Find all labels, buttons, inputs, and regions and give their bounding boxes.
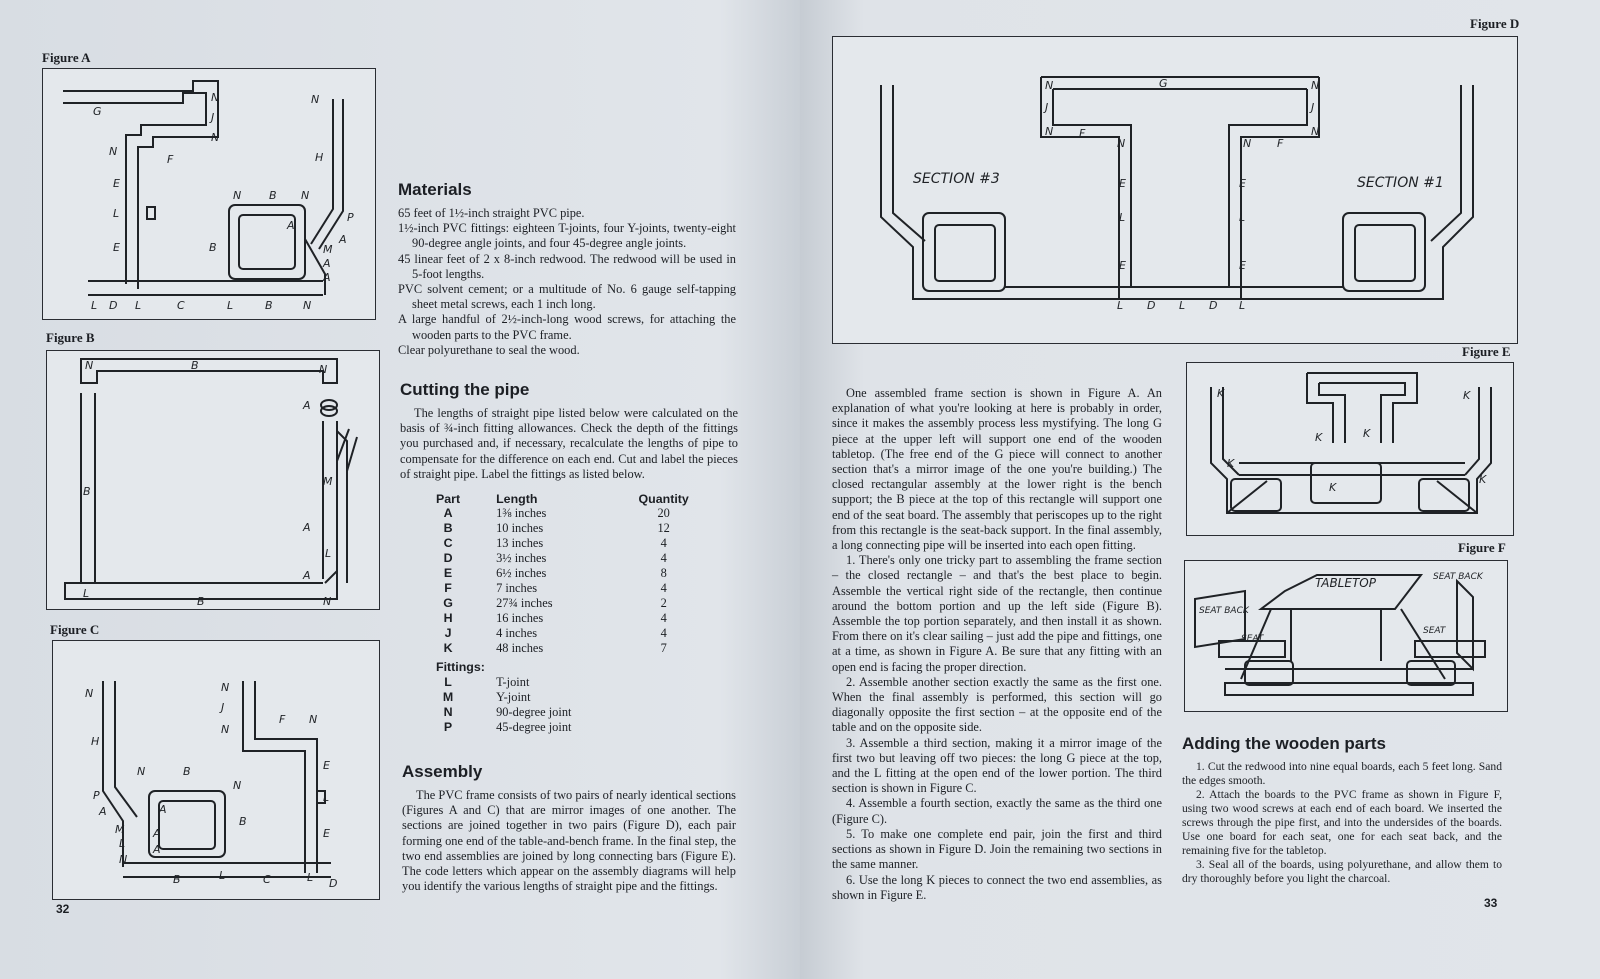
figure-f-diagram: [1184, 560, 1508, 712]
materials-section: [398, 180, 736, 358]
svg-text:A: A: [153, 827, 161, 840]
table-row: L T-joint: [444, 675, 530, 690]
svg-text:B: B: [265, 299, 273, 312]
svg-text:N: N: [85, 359, 94, 372]
svg-text:A: A: [323, 271, 331, 284]
svg-text:M: M: [323, 475, 333, 488]
table-row: N 90-degree joint: [443, 705, 572, 720]
wooden-parts-heading: Adding the wooden parts: [1182, 734, 1386, 753]
svg-text:K: K: [1315, 431, 1323, 444]
svg-text:N: N: [1117, 137, 1126, 150]
svg-text:E: E: [1239, 177, 1246, 190]
col-part-header: Part: [436, 492, 461, 507]
materials-item: Clear polyurethane to seal the wood.: [398, 342, 580, 357]
svg-text:B: B: [183, 765, 191, 778]
svg-text:N: N: [319, 363, 328, 376]
figure-b-label: Figure B: [46, 330, 95, 345]
svg-text:D: D: [109, 299, 118, 312]
step-paragraph: 4. Assemble a fourth section, exactly the same as the third one (Figure C).: [832, 796, 1162, 826]
cutting-text: The lengths of straight pipe listed below were calculated on the basis of ¾-inch fitting allowances. Check the depth of the fittings you purchased and, if necessary, recalculate the lengths of pipe to compensate for the difference on each end. Cut and label the pieces of straight pipe. Label the fittings as listed below.: [400, 406, 738, 481]
svg-text:N: N: [221, 681, 230, 694]
svg-text:L: L: [1239, 211, 1246, 224]
materials-item: A large handful of 2½-inch-long wood screws, for attaching the wooden parts to the PVC frame.: [398, 312, 736, 342]
svg-text:N: N: [301, 189, 310, 202]
svg-text:J: J: [1311, 101, 1315, 114]
step-paragraph: 5. To make one complete end pair, join the first and third sections as shown in Figure D. Join the remaining two sections in the same manner.: [832, 826, 1162, 872]
svg-text:B: B: [191, 359, 199, 372]
svg-text:J: J: [221, 701, 225, 714]
svg-text:L: L: [119, 837, 126, 850]
svg-text:L: L: [325, 547, 332, 560]
materials-heading: Materials: [398, 180, 472, 199]
seat-label-left: SEAT: [1241, 634, 1264, 644]
svg-text:A: A: [303, 521, 311, 534]
svg-text:N: N: [1243, 137, 1252, 150]
wood-step: 2. Attach the boards to the PVC frame as shown in Figure F, using two wood screws at each end of each board. We inserted the screws through the pipe first, and into the undersides of the boards. Use one board for each seat, one for each seat back, and the remaining five for the tabletop.: [1182, 788, 1502, 857]
svg-text:N: N: [211, 91, 220, 104]
figure-b-diagram: [46, 350, 380, 610]
figure-c-diagram: [52, 640, 380, 900]
figure-a-label: Figure A: [42, 50, 91, 65]
svg-text:A: A: [339, 233, 347, 246]
table-row: G 27¾ inches 2: [443, 596, 667, 611]
svg-text:N: N: [1311, 79, 1320, 92]
svg-text:E: E: [1239, 259, 1246, 272]
svg-text:N: N: [221, 723, 230, 736]
svg-text:H: H: [315, 151, 324, 164]
section3-label: SECTION #3: [913, 171, 1000, 187]
seat-back-label-right: SEAT BACK: [1433, 572, 1483, 582]
svg-text:N: N: [311, 93, 320, 106]
svg-text:L: L: [91, 299, 98, 312]
svg-text:L: L: [307, 871, 314, 884]
materials-item: 45 linear feet of 2 x 8-inch redwood. The redwood will be used in 5-foot lengths.: [398, 251, 736, 281]
table-row: H 16 inches 4: [443, 611, 667, 626]
svg-text:F: F: [167, 153, 174, 166]
wood-step: 1. Cut the redwood into nine equal boards, each 5 feet long. Sand the edges smooth.: [1182, 760, 1502, 787]
svg-text:E: E: [323, 827, 330, 840]
svg-text:B: B: [269, 189, 277, 202]
svg-text:K: K: [1363, 427, 1371, 440]
svg-text:G: G: [1159, 77, 1168, 90]
svg-text:M: M: [115, 823, 125, 836]
svg-text:N: N: [137, 765, 146, 778]
svg-text:P: P: [93, 789, 100, 802]
table-row: K 48 inches 7: [443, 641, 667, 656]
table-row: J 4 inches 4: [444, 626, 667, 641]
figure-e-label: Figure E: [1462, 344, 1511, 359]
svg-text:D: D: [1209, 299, 1218, 312]
figure-f-label: Figure F: [1458, 540, 1506, 555]
svg-text:D: D: [329, 877, 338, 890]
svg-text:L: L: [1239, 299, 1246, 312]
svg-text:B: B: [197, 595, 205, 608]
svg-text:F: F: [279, 713, 286, 726]
wood-step: 3. Seal all of the boards, using polyurethane, and allow them to dry thoroughly before you light the charcoal.: [1182, 858, 1502, 885]
svg-text:L: L: [1119, 211, 1126, 224]
materials-item: 65 feet of 1½-inch straight PVC pipe.: [398, 206, 585, 220]
figure-a-diagram: [42, 68, 376, 320]
svg-text:A: A: [303, 569, 311, 582]
svg-text:A: A: [99, 805, 107, 818]
table-row: D 3½ inches 4: [443, 551, 667, 566]
table-row: M Y-joint: [442, 690, 531, 705]
svg-text:K: K: [1227, 457, 1235, 470]
svg-text:L: L: [219, 869, 226, 882]
svg-text:K: K: [1463, 389, 1471, 402]
svg-text:D: D: [1147, 299, 1156, 312]
figure-e-diagram: [1186, 362, 1514, 536]
svg-text:N: N: [309, 713, 318, 726]
svg-text:B: B: [173, 873, 181, 886]
svg-text:K: K: [1329, 481, 1337, 494]
svg-text:E: E: [1119, 259, 1126, 272]
svg-text:F: F: [1277, 137, 1284, 150]
page-number-left: 32: [56, 902, 70, 916]
svg-text:G: G: [93, 105, 102, 118]
assembly-section: [402, 762, 736, 894]
svg-text:C: C: [177, 299, 185, 312]
table-row: F 7 inches 4: [444, 581, 667, 596]
cutting-section: [400, 380, 738, 735]
svg-text:E: E: [113, 241, 120, 254]
figure-d-label: Figure D: [1470, 16, 1520, 31]
svg-text:L: L: [83, 587, 90, 600]
svg-text:L: L: [323, 791, 330, 804]
svg-text:N: N: [1311, 125, 1320, 138]
table-row: A 1⅜ inches 20: [443, 506, 670, 521]
svg-text:L: L: [135, 299, 142, 312]
svg-text:N: N: [211, 131, 220, 144]
svg-text:C: C: [263, 873, 271, 886]
materials-item: PVC solvent cement; or a multitude of No. 6 gauge self-tapping sheet metal screws, each 1 inch long.: [398, 282, 736, 312]
svg-text:N: N: [109, 145, 118, 158]
fittings-label: Fittings:: [436, 660, 485, 675]
seat-label-right: SEAT: [1423, 626, 1446, 636]
svg-text:A: A: [303, 399, 311, 412]
table-row: C 13 inches 4: [443, 536, 667, 551]
step-paragraph: 1. There's only one tricky part to assembling the frame section – the closed rectangle – and that's the best place to begin. Assemble the vertical right side of the rectangle, then continue around the bottom portion and up the left side (Figure B). Assemble the top portion separately, and then install it as shown. From there on it's clear sailing – just add the pipe and fittings, one at a time, as shown in Figure A. Be sure that any fitting with an open end is facing the proper direction.: [832, 553, 1162, 674]
col-length-header: Length: [496, 492, 538, 507]
svg-text:A: A: [323, 257, 331, 270]
svg-text:M: M: [323, 243, 333, 256]
svg-text:H: H: [91, 735, 100, 748]
step-paragraph: 6. Use the long K pieces to connect the two end assemblies, as shown in Figure E.: [832, 872, 1162, 902]
svg-text:N: N: [1045, 79, 1054, 92]
page-number-right: 33: [1484, 896, 1498, 910]
assembly-heading: Assembly: [402, 762, 483, 781]
instructions-column: [832, 386, 1162, 903]
svg-text:J: J: [211, 111, 215, 124]
svg-text:A: A: [153, 843, 161, 856]
svg-text:P: P: [347, 211, 354, 224]
svg-text:B: B: [239, 815, 247, 828]
svg-text:B: B: [83, 485, 91, 498]
section1-label: SECTION #1: [1357, 175, 1444, 191]
svg-text:L: L: [113, 207, 120, 220]
col-quantity-header: Quantity: [638, 492, 689, 507]
svg-text:L: L: [1117, 299, 1124, 312]
cutting-heading: Cutting the pipe: [400, 380, 530, 399]
table-row: B 10 inches 12: [443, 521, 670, 536]
svg-text:F: F: [1079, 127, 1086, 140]
svg-text:N: N: [323, 595, 332, 608]
svg-text:N: N: [85, 687, 94, 700]
svg-text:K: K: [1479, 473, 1487, 486]
svg-text:E: E: [113, 177, 120, 190]
svg-text:A: A: [159, 803, 167, 816]
svg-text:N: N: [1045, 125, 1054, 138]
svg-text:N: N: [233, 189, 242, 202]
svg-text:E: E: [323, 759, 330, 772]
intro-paragraph: One assembled frame section is shown in Figure A. An explanation of what you're looking at here is probably in order, since it makes the assembly process less mystifying. The long G piece at the upper left will support one end of the wooden tabletop. (The free end of the G piece will connect to another section that's a mirror image of the one you're building.) The closed rectangular assembly at the lower right is the bench support; the B piece at the top of this rectangle will support one end of the seat board. The assembly that periscopes up to the right from this rectangle is the seat-back support. In the final assembly, a long connecting pipe will be inserted into each open fitting.: [832, 386, 1162, 553]
seat-back-label-left: SEAT BACK: [1199, 606, 1249, 616]
right-page: [800, 0, 1600, 979]
svg-text:J: J: [1045, 101, 1049, 114]
svg-text:K: K: [1217, 387, 1225, 400]
table-row: P 45-degree joint: [443, 720, 572, 735]
step-paragraph: 2. Assemble another section exactly the same as the first one. When the final assembly is performed, this section will go diagonally opposite the first section – at the opposite end of the table and on the opposite side.: [832, 674, 1162, 735]
parts-table: [430, 492, 695, 735]
svg-text:E: E: [1119, 177, 1126, 190]
svg-text:A: A: [287, 219, 295, 232]
wooden-parts-section: [1182, 734, 1502, 886]
svg-text:B: B: [209, 241, 217, 254]
svg-text:N: N: [119, 853, 128, 866]
assembly-text: The PVC frame consists of two pairs of nearly identical sections (Figures A and C) that are mirror images of one another. The sections are joined together in two pairs (Figure D), each pair forming one end of the table-and-bench frame. In the final step, the two end assemblies are joined by long connecting bars (Figure E). The code letters which appear on the assembly diagrams will help you identify the various lengths of straight pipe and the fittings.: [402, 788, 736, 894]
materials-item: 1½-inch PVC fittings: eighteen T-joints, four Y-joints, twenty-eight 90-degree angle joints, and four 45-degree angle joints.: [398, 221, 736, 251]
svg-text:N: N: [303, 299, 312, 312]
figure-d-diagram: [832, 36, 1518, 344]
tabletop-label: TABLETOP: [1315, 576, 1376, 590]
svg-text:L: L: [1179, 299, 1186, 312]
step-paragraph: 3. Assemble a third section, making it a mirror image of the first two but leaving off two pieces: the long G piece at the top, and the L fitting at the open end of the lower portion. The third section is shown in Figure C.: [832, 735, 1162, 796]
figure-c-label: Figure C: [50, 622, 100, 637]
svg-text:L: L: [227, 299, 234, 312]
svg-text:N: N: [233, 779, 242, 792]
table-row: E 6½ inches 8: [443, 566, 667, 581]
